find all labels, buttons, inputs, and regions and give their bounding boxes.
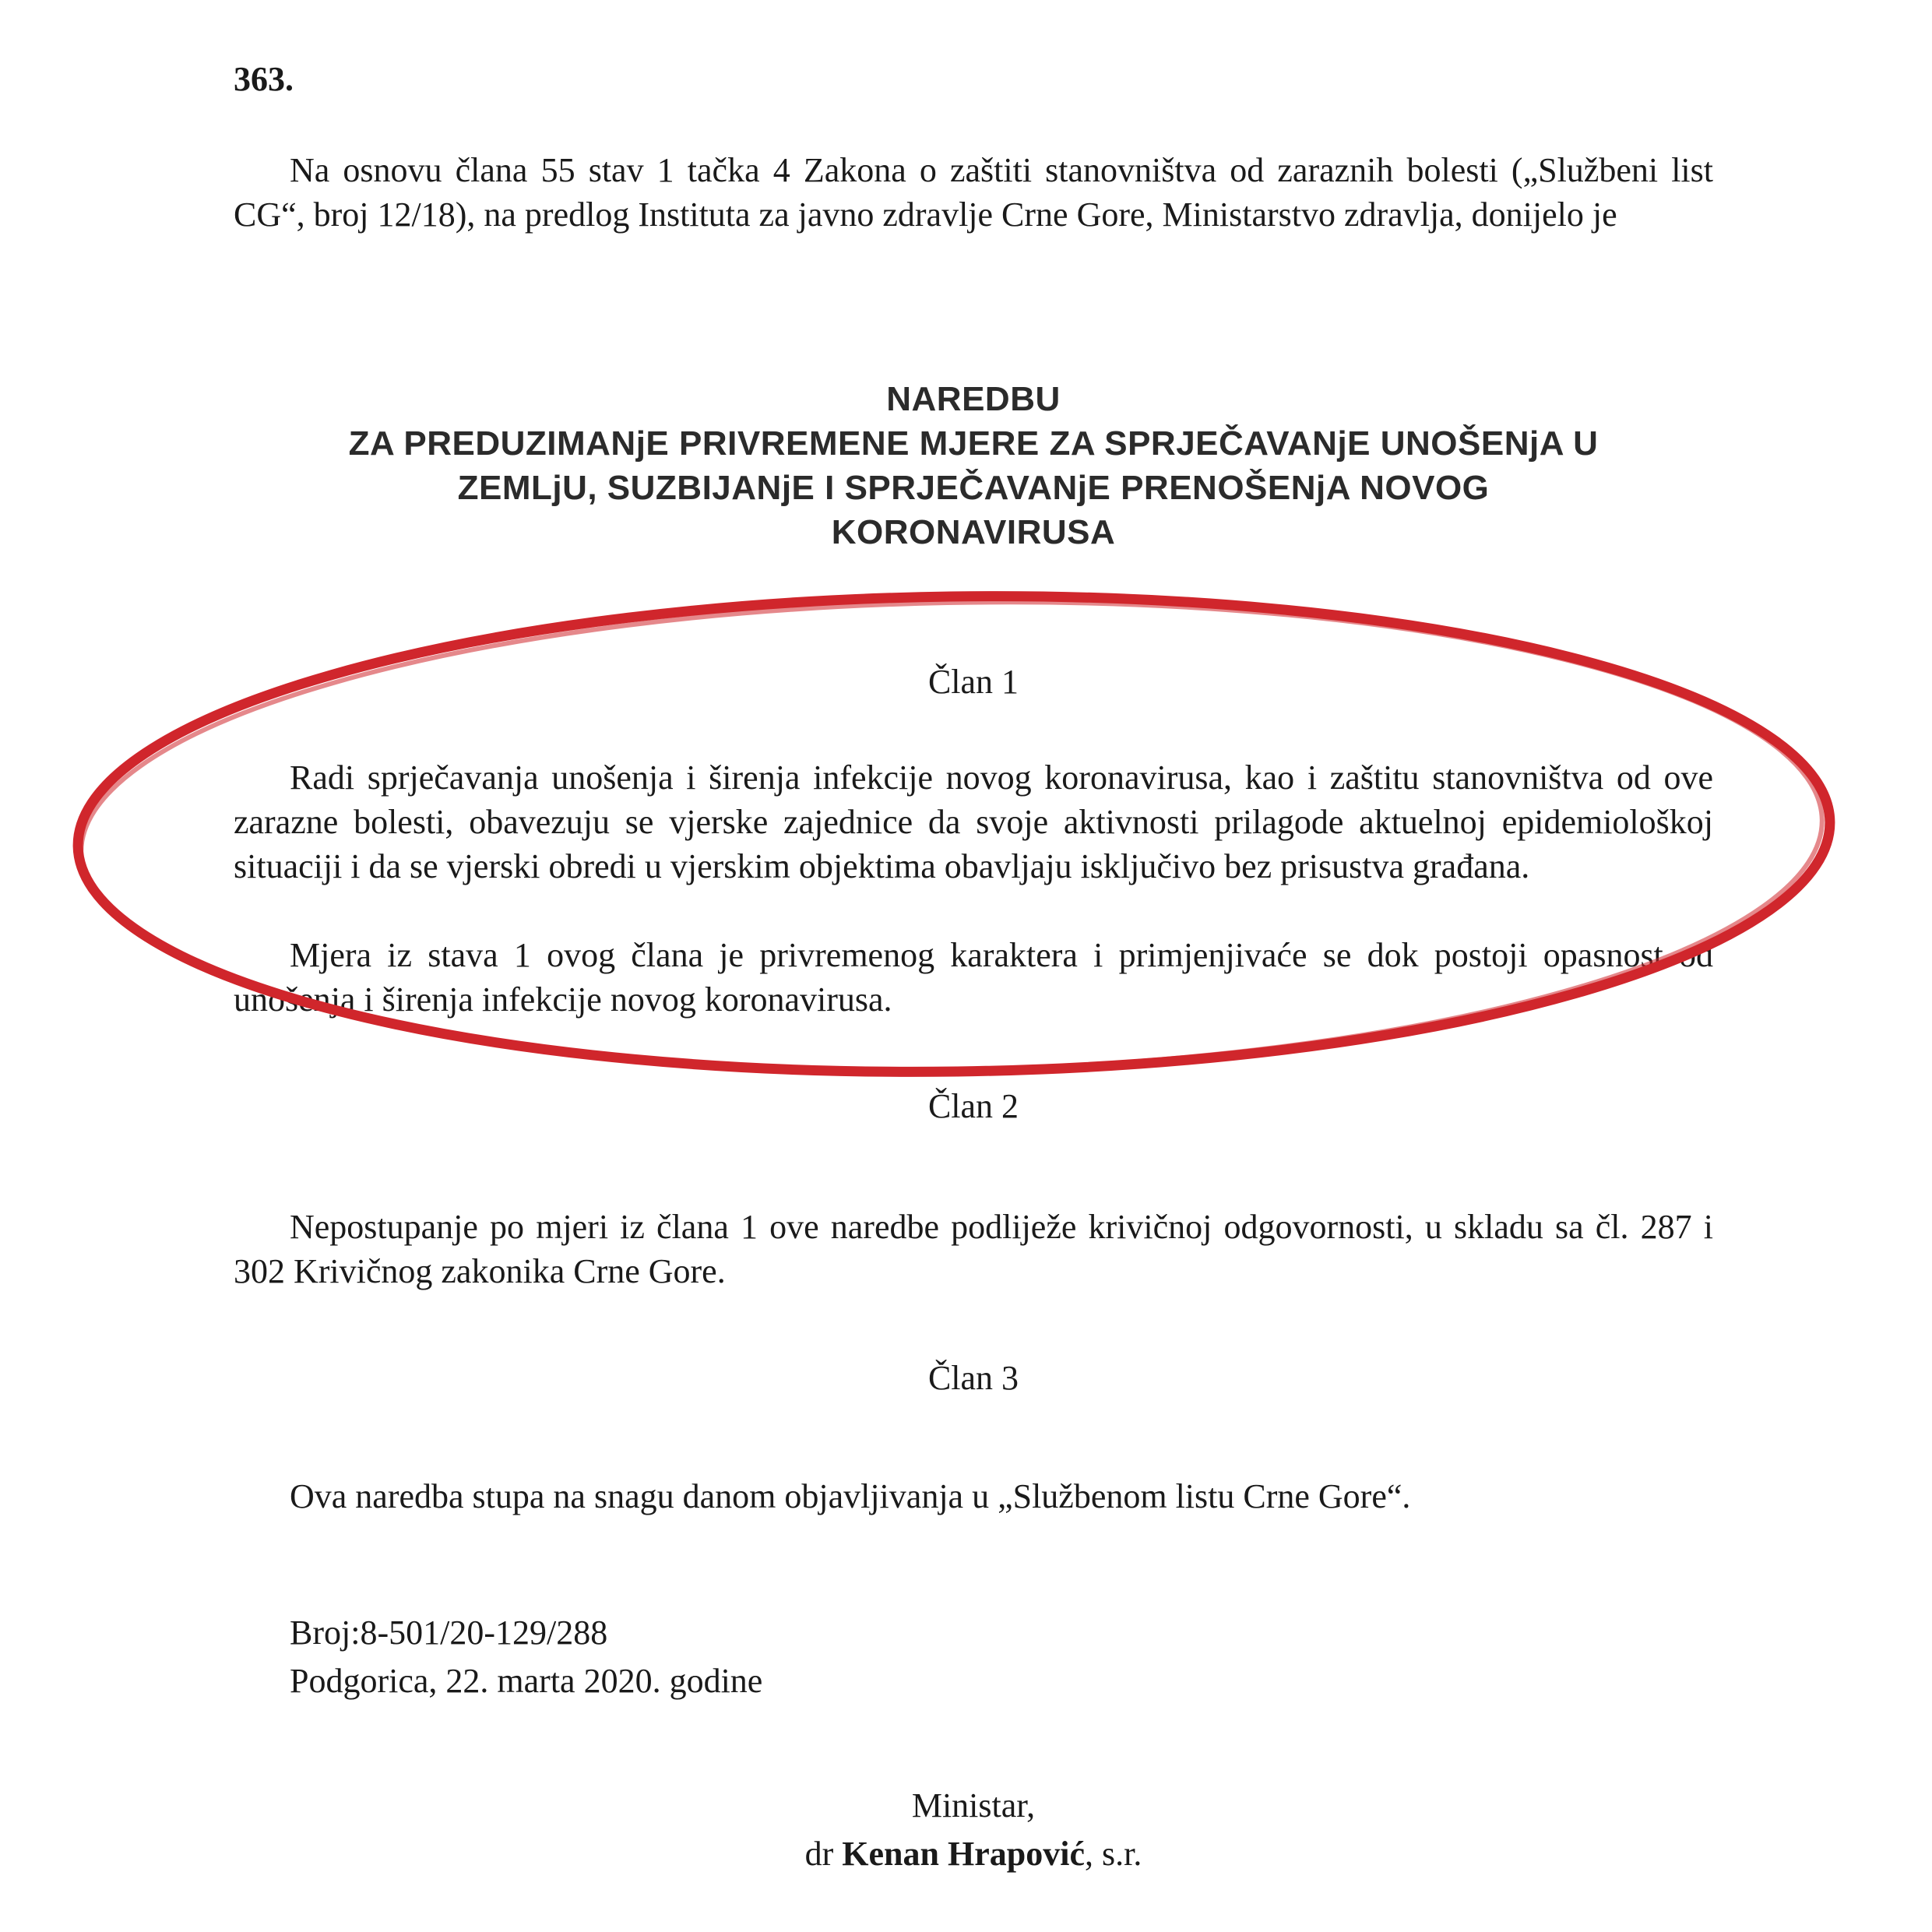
signature-suffix: , s.r. (1084, 1835, 1142, 1873)
article-2-paragraph-1: Nepostupanje po mjeri iz člana 1 ove naredbe podliježe krivičnoj odgovornosti, u skladu sa čl. 287 i 302 Krivičnog zakonika Crne Gore. (234, 1208, 1713, 1290)
article-1-heading: Član 1 (927, 663, 1019, 701)
reference-number: Broj:8-501/20-129/288 (290, 1614, 608, 1652)
title-line-2: ZA PREDUZIMANjE PRIVREMENE MJERE ZA SPRJEČAVANjE UNOŠENjA U (348, 424, 1599, 463)
document-title (187, 377, 1760, 554)
reference-block (290, 1609, 1769, 1705)
article-3-paragraph-1: Ova naredba stupa na snagu danom objavljivanja u „Službenom listu Crne Gore“. (290, 1477, 1411, 1515)
signature-name: Kenan Hrapović (842, 1835, 1085, 1873)
title-line-4: KORONAVIRUSA (831, 513, 1116, 551)
signature-role: Ministar, (911, 1786, 1036, 1825)
preamble-paragraph: Na osnovu člana 55 stav 1 tačka 4 Zakona o zaštiti stanovništva od zaraznih bolesti („Službeni list CG“, broj 12/18), na predlog Instituta za javno zdravlje Crne Gore, Ministarstvo zdravlja, donijelo je (234, 151, 1713, 234)
reference-place-date: Podgorica, 22. marta 2020. godine (290, 1662, 763, 1700)
title-line-1: NAREDBU (886, 380, 1061, 418)
signature-prefix: dr (804, 1835, 834, 1873)
signature-line (0, 1830, 1932, 1878)
article-1-paragraph-1: Radi sprječavanja unošenja i širenja infekcije novog koronavirusa, kao i zaštitu stanovništva od ove zarazne bolesti, obavezuju se vjerske zajednice da svoje aktivnosti prilagode aktuelnoj epidemiološkoj situaciji i da se vjerski obredi u vjerskim objektima obavljaju isključivo bez prisustva građana. (234, 758, 1713, 885)
article-3-heading: Član 3 (927, 1359, 1019, 1397)
document-number: 363. (234, 60, 294, 98)
signature-block (0, 1782, 1932, 1878)
title-line-3: ZEMLjU, SUZBIJANjE I SPRJEČAVANjE PRENOŠENjA NOVOG (457, 469, 1490, 507)
article-2-heading: Član 2 (927, 1087, 1019, 1125)
article-1-paragraph-2: Mjera iz stava 1 ovog člana je privremenog karaktera i primjenjivaće se dok postoji opasnost od unošenja i širenja infekcije novog koronavirusa. (234, 936, 1713, 1019)
